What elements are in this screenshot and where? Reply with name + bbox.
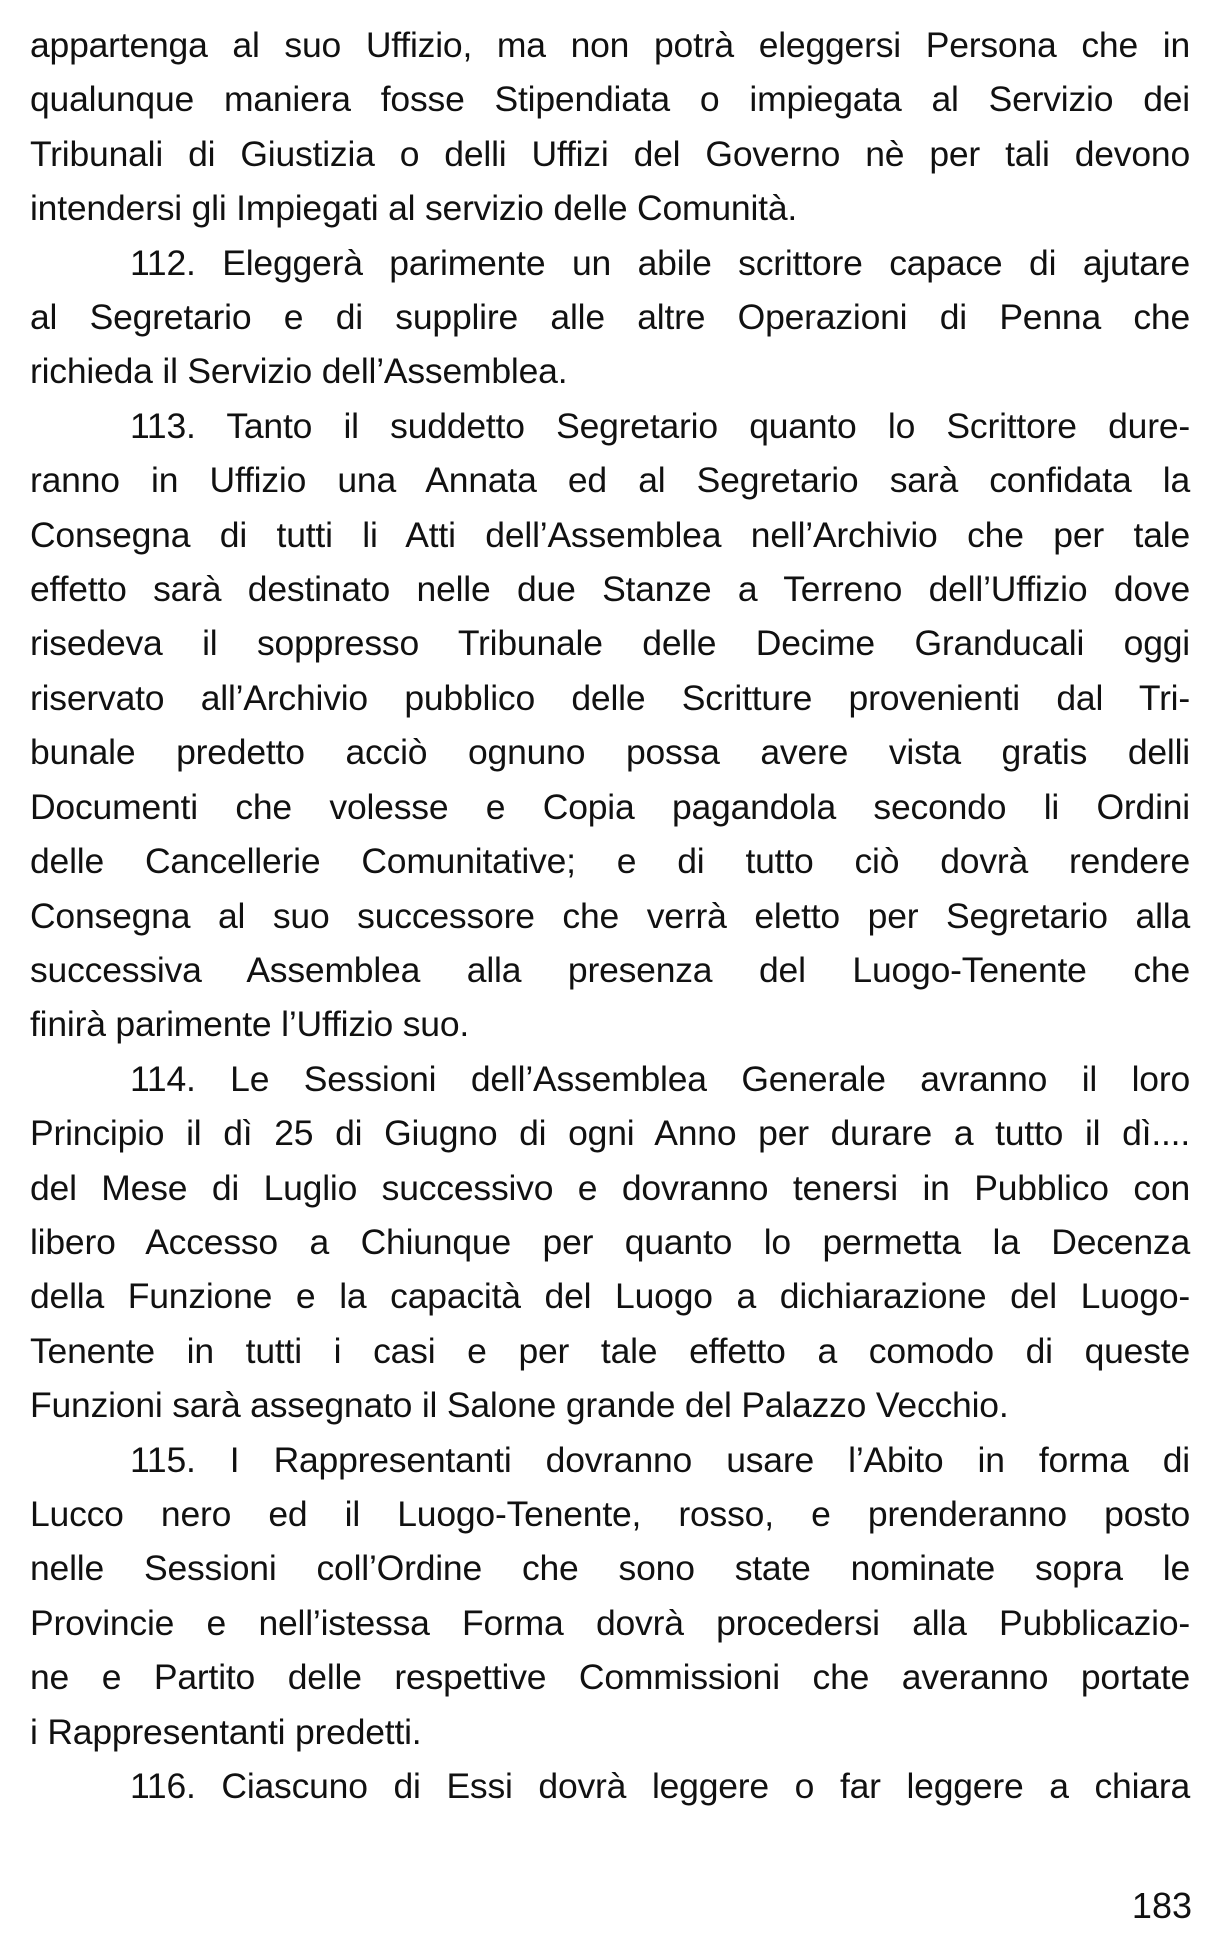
text-line: Documenti che volesse e Copia pagandola secondo li Ordini — [30, 786, 1190, 827]
text-line: nelle Sessioni coll’Ordine che sono state nominate sopra le — [30, 1548, 1190, 1589]
text-line: 114. Le Sessioni dell’Assemblea Generale avranno il loro — [130, 1058, 1190, 1099]
text-line: Funzioni sarà assegnato il Salone grande del Palazzo Vecchio. — [30, 1385, 1009, 1426]
text-line: qualunque maniera fosse Stipendiata o impiegata al Servizio dei — [30, 79, 1190, 120]
text-line: 115. I Rappresentanti dovranno usare l’Abito in forma di — [130, 1439, 1190, 1480]
text-line: successiva Assemblea alla presenza del Luogo-Tenente che — [30, 949, 1190, 990]
paragraph-114 — [30, 1052, 1190, 1433]
text-line: Consegna di tutti li Atti dell’Assemblea nell’Archivio che per tale — [30, 514, 1190, 555]
text-line: richieda il Servizio dell’Assemblea. — [30, 351, 568, 392]
text-line: finirà parimente l’Uffizio suo. — [30, 1004, 470, 1045]
text-line: libero Accesso a Chiunque per quanto lo permetta la Decenza — [30, 1221, 1190, 1262]
text-line: delle Cancellerie Comunitative; e di tutto ciò dovrà rendere — [30, 841, 1190, 882]
paragraph-111-continuation — [30, 18, 1190, 236]
text-line: Tenente in tutti i casi e per tale effetto a comodo di queste — [30, 1330, 1190, 1371]
text-line: Lucco nero ed il Luogo-Tenente, rosso, e prenderanno posto — [30, 1493, 1190, 1534]
text-line: 112. Eleggerà parimente un abile scrittore capace di ajutare — [130, 242, 1190, 283]
text-line: risedeva il soppresso Tribunale delle Decime Granducali oggi — [30, 623, 1190, 664]
text-line: Principio il dì 25 di Giugno di ogni Anno per durare a tutto il dì.... — [30, 1113, 1190, 1154]
text-line: intendersi gli Impiegati al servizio delle Comunità. — [30, 188, 798, 229]
text-line: i Rappresentanti predetti. — [30, 1711, 422, 1752]
text-line: appartenga al suo Uffizio, ma non potrà eleggersi Persona che in — [30, 25, 1190, 65]
text-line: al Segretario e di supplire alle altre Operazioni di Penna che — [30, 297, 1190, 338]
text-line: Provincie e nell’istessa Forma dovrà procedersi alla Pubblicazio- — [30, 1602, 1190, 1643]
text-line: ranno in Uffizio una Annata ed al Segretario sarà confidata la — [30, 460, 1190, 501]
text-line: 116. Ciascuno di Essi dovrà leggere o far leggere a chiara — [130, 1766, 1190, 1806]
text-line: ne e Partito delle respettive Commissioni che averanno portate — [30, 1657, 1190, 1698]
text-line: Tribunali di Giustizia o delli Uffizi del Governo nè per tali devono — [30, 133, 1190, 174]
document-page — [30, 18, 1190, 1813]
paragraph-115 — [30, 1433, 1190, 1759]
text-line: bunale predetto acciò ognuno possa avere vista gratis delli — [30, 732, 1190, 773]
page-number: 183 — [1131, 1885, 1192, 1926]
text-line: della Funzione e la capacità del Luogo a dichiarazione del Luogo- — [30, 1276, 1190, 1317]
text-line: effetto sarà destinato nelle due Stanze a Terreno dell’Uffizio dove — [30, 569, 1190, 610]
text-line: Consegna al suo successore che verrà eletto per Segretario alla — [30, 895, 1190, 936]
paragraph-116 — [30, 1759, 1190, 1813]
text-line: riservato all’Archivio pubblico delle Scritture provenienti dal Tri- — [30, 677, 1190, 718]
paragraph-112 — [30, 236, 1190, 399]
text-line: del Mese di Luglio successivo e dovranno tenersi in Pubblico con — [30, 1167, 1190, 1208]
text-line: 113. Tanto il suddetto Segretario quanto lo Scrittore dure- — [130, 405, 1190, 446]
paragraph-113 — [30, 399, 1190, 1052]
